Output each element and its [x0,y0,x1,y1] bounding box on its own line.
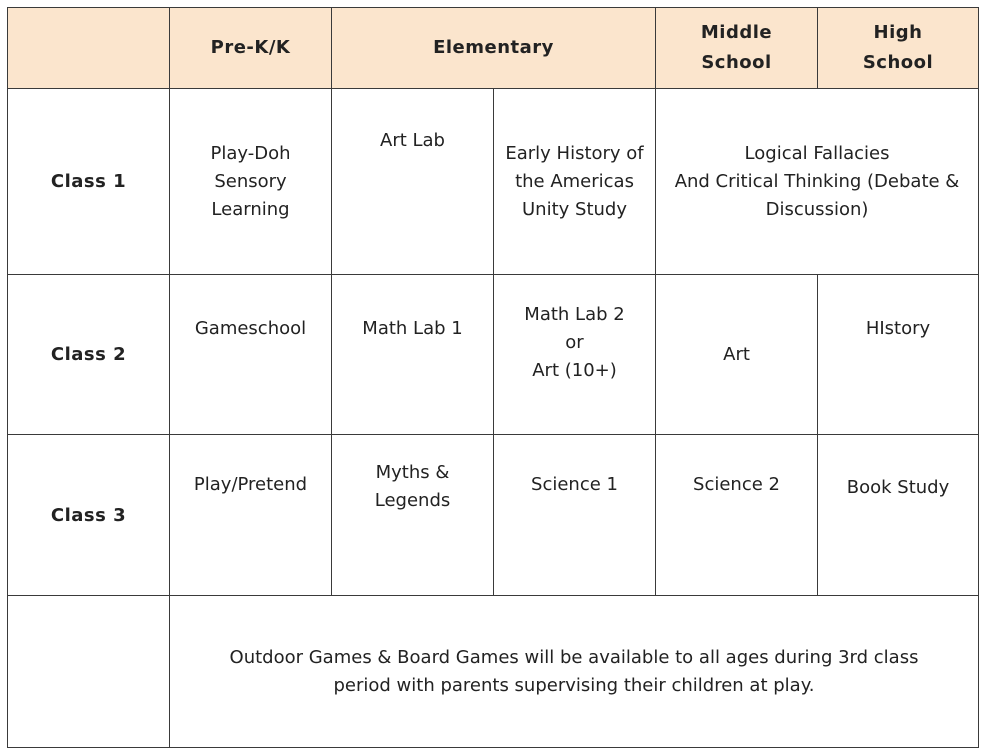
class-3-elementary-a-cell [332,435,494,596]
class-3-high-line: Book Study [846,477,950,498]
class-2-elem-b-line: Art (10+) [532,360,617,381]
row-label-class-2: Class 2 [8,275,170,435]
class-row-3 [8,435,979,596]
class-2-elementary-b-cell [494,275,656,435]
header-high-line-1: High [873,22,923,43]
class-schedule-table [7,7,979,748]
class-2-middle-cell [656,275,818,435]
header-row [8,8,979,89]
class-3-prek-line: Play/Pretend [193,474,308,495]
note-label-cell [8,596,170,748]
class-1-mh-line: Discussion) [765,198,869,220]
class-1-elem-b-line: Early History of [505,142,644,164]
class-1-mh-line: Logical Fallacies [744,142,890,164]
class-2-elem-a-line: Math Lab 1 [362,318,463,339]
note-row [8,596,979,748]
class-3-elem-b-line: Science 1 [531,474,618,495]
class-2-high-line: HIstory [865,318,931,339]
class-1-elem-b-line: Unity Study [522,198,627,220]
class-3-middle-line: Science 2 [693,474,780,495]
class-3-elem-a-line: Myths & [375,462,450,483]
note-line: period with parents supervising their children at play. [333,674,815,696]
class-1-elem-a-line: Art Lab [380,130,445,151]
header-elementary: Elementary [332,8,656,89]
header-middle-line-2: School [701,52,772,73]
class-3-elementary-b-cell [494,435,656,596]
header-middle-line-1: Middle [700,22,773,43]
header-high-school [818,8,979,89]
header-high-line-2: School [862,52,934,73]
note-line: Outdoor Games & Board Games will be available to all ages during 3rd class [229,646,919,668]
class-2-middle-line: Art [723,343,750,365]
class-3-middle-cell [656,435,818,596]
class-row-1 [8,89,979,275]
class-2-prek-cell [170,275,332,435]
class-1-prek-line: Learning [211,198,290,220]
class-1-prek-line: Play-Doh [210,142,291,164]
row-label-class-1: Class 1 [8,89,170,275]
class-2-elem-b-line: or [565,332,584,353]
class-1-middle-high-cell [656,89,979,275]
class-1-prek-line: Sensory [214,170,287,192]
header-corner-cell [8,8,170,89]
class-3-prek-cell [170,435,332,596]
class-row-2 [8,275,979,435]
note-cell [170,596,979,748]
class-2-elem-b-line: Math Lab 2 [524,304,625,325]
class-2-high-cell [818,275,979,435]
row-label-class-3: Class 3 [8,435,170,596]
class-2-elementary-a-cell [332,275,494,435]
class-1-elementary-b-cell [494,89,656,275]
class-1-elem-b-line: the Americas [515,170,634,192]
class-3-elem-a-line: Legends [374,490,451,511]
class-3-high-cell [818,435,979,596]
class-1-mh-line: And Critical Thinking (Debate & [674,170,960,192]
class-2-prek-line: Gameschool [194,318,307,339]
header-prek: Pre-K/K [170,8,332,89]
header-middle-school [656,8,818,89]
class-1-prek-cell [170,89,332,275]
class-1-elementary-a-cell [332,89,494,275]
